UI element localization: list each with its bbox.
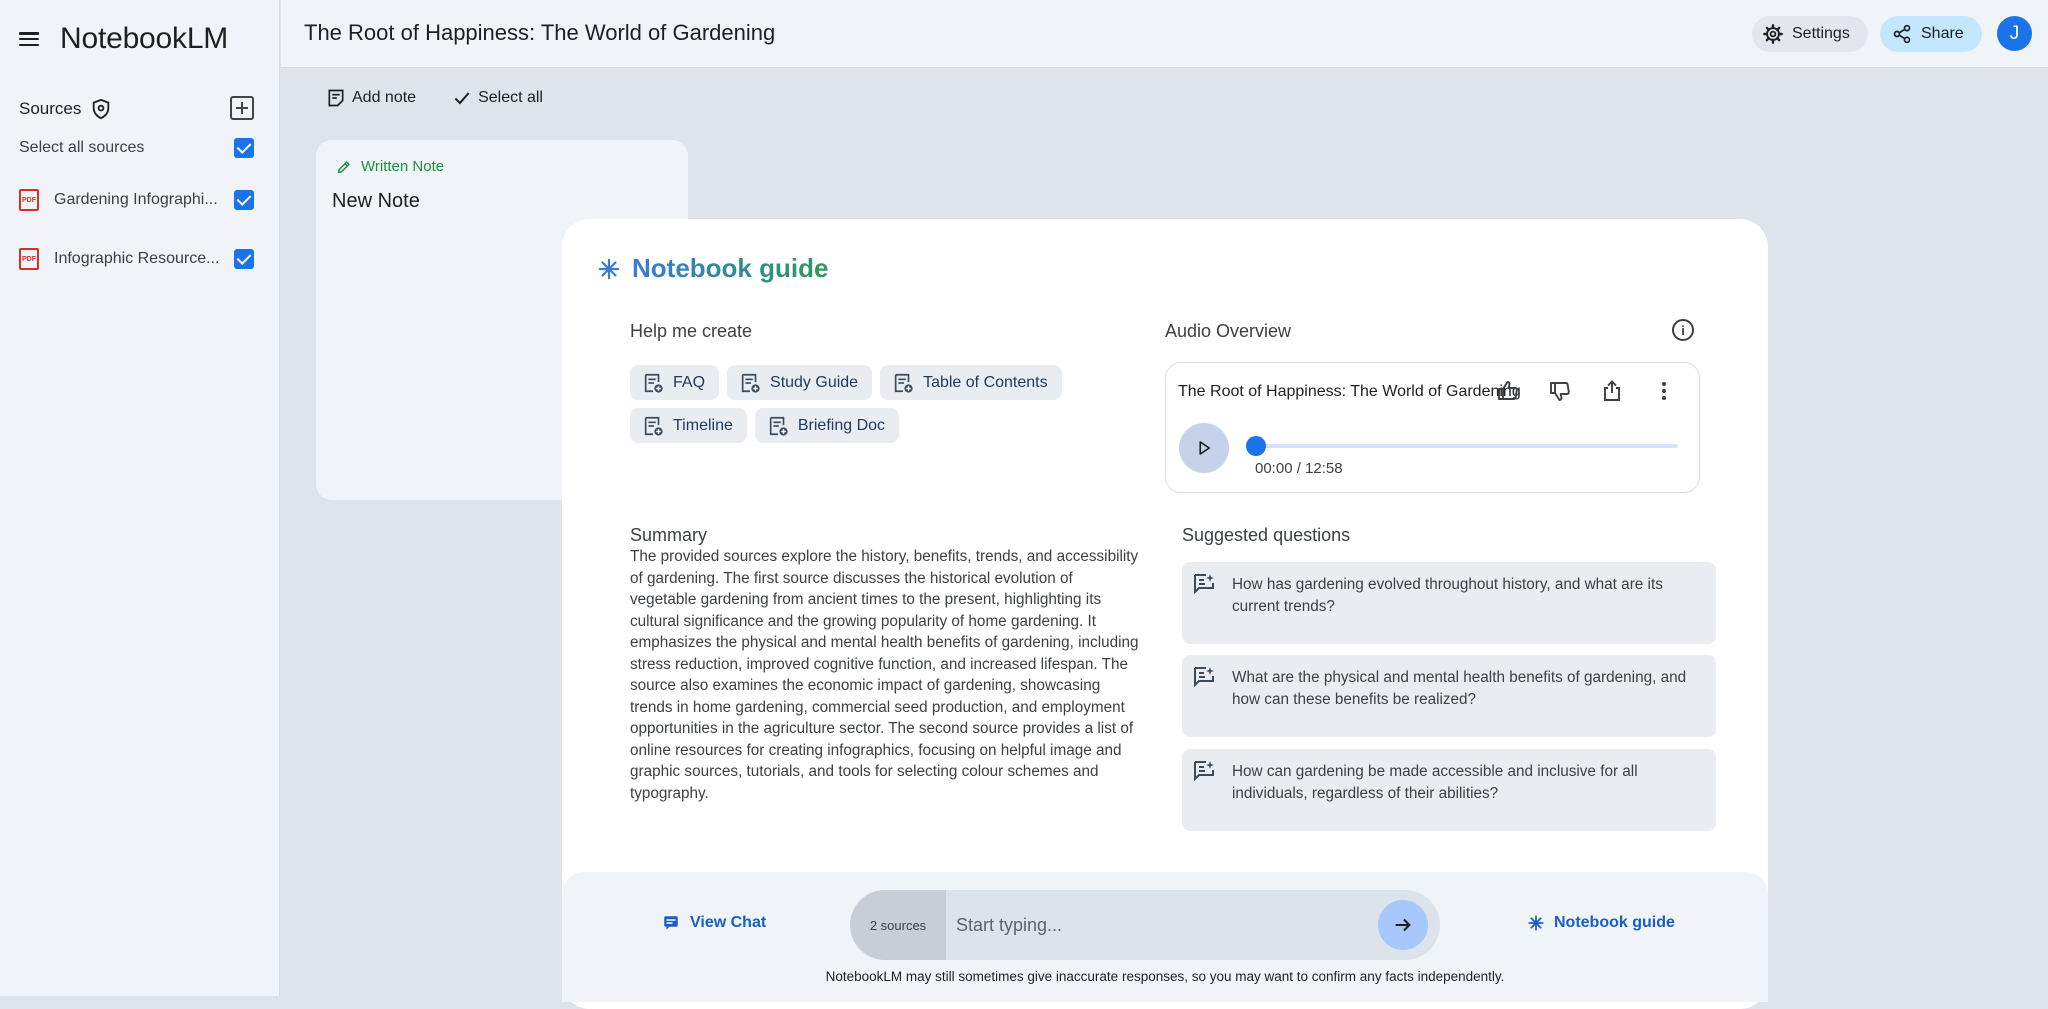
share-icon [1892, 24, 1912, 44]
source-label: Infographic Resource... [54, 250, 220, 267]
question-chat-icon [1192, 665, 1216, 689]
chip-label: FAQ [673, 373, 706, 391]
chip-label: Table of Contents [923, 373, 1048, 391]
view-chat-label: View Chat [690, 914, 767, 931]
share-icon[interactable] [1598, 377, 1626, 405]
audio-actions [1494, 377, 1678, 405]
guide-title: Notebook guide [632, 253, 829, 283]
notebook-guide-label: Notebook guide [1554, 914, 1675, 931]
chip-faq[interactable] [630, 365, 719, 400]
suggested-question-text: What are the physical and mental health benefits of gardening, and how can these benefits be realized? [1232, 669, 1687, 708]
suggested-question-text: How has gardening evolved throughout history, and what are its current trends? [1232, 576, 1663, 615]
chip-label: Study Guide [770, 373, 859, 391]
doc-add-icon [642, 415, 664, 437]
share-label: Share [1921, 25, 1964, 42]
pdf-icon: PDF [19, 248, 39, 270]
chat-input[interactable] [956, 903, 1356, 947]
source-checkbox[interactable] [234, 249, 254, 269]
chat-bar [562, 872, 1768, 1002]
pdf-icon: PDF [19, 189, 39, 211]
audio-progress-track[interactable] [1250, 444, 1678, 448]
chip-label: Briefing Doc [797, 416, 886, 434]
select-all-sources-checkbox[interactable] [234, 138, 254, 158]
sparkle-icon [1528, 915, 1544, 931]
info-icon[interactable]: i [1672, 319, 1694, 341]
select-all-notes-label: Select all [478, 89, 543, 106]
settings-label: Settings [1792, 25, 1850, 42]
chip-briefing-doc[interactable] [755, 408, 899, 443]
chip-label: Timeline [673, 416, 733, 434]
add-note-label: Add note [352, 89, 417, 106]
avatar[interactable]: J [1997, 16, 2032, 51]
doc-add-icon [767, 415, 789, 437]
question-chat-icon [1192, 759, 1216, 783]
sources-header [19, 96, 254, 122]
select-all-sources-label: Select all sources [19, 139, 145, 156]
question-chat-icon [1192, 572, 1216, 596]
source-item[interactable] [19, 187, 254, 213]
chip-study-guide[interactable] [727, 365, 872, 400]
doc-add-icon [892, 372, 914, 394]
suggested-question[interactable] [1182, 749, 1716, 831]
menu-icon[interactable] [18, 28, 40, 50]
audio-time: 00:00 / 12:58 [1255, 460, 1343, 477]
thumbs-down-icon[interactable] [1546, 377, 1574, 405]
add-note-button[interactable] [326, 88, 416, 108]
chip-timeline[interactable] [630, 408, 747, 443]
select-all-notes-button[interactable] [452, 88, 543, 108]
suggested-question[interactable] [1182, 562, 1716, 644]
app-logo-text: NotebookLM [60, 22, 229, 55]
chat-icon [662, 914, 680, 932]
notebook-title[interactable]: The Root of Happiness: The World of Gardening [304, 20, 776, 45]
gear-icon [1762, 23, 1784, 45]
share-button[interactable] [1880, 16, 1982, 52]
brand [18, 22, 228, 56]
note-title: New Note [332, 190, 420, 212]
note-type-text: Written Note [361, 158, 445, 175]
help-me-create-title: Help me create [630, 321, 753, 341]
audio-title: The Root of Happiness: The World of Gardening [1178, 383, 1521, 400]
note-type-label [336, 158, 444, 175]
check-icon [452, 88, 472, 108]
guide-header [598, 253, 828, 284]
topbar [281, 0, 2048, 68]
thumbs-up-icon[interactable] [1494, 377, 1522, 405]
suggested-question-text: How can gardening be made accessible and inclusive for all individuals, regardless of their abilities? [1232, 763, 1638, 802]
view-chat-button[interactable] [662, 914, 766, 932]
doc-add-icon [739, 372, 761, 394]
audio-progress-thumb[interactable] [1246, 436, 1266, 456]
summary-text: The provided sources explore the history, benefits, trends, and accessibility of gardening. The first source discusses the historical evolution of vegetable gardening from ancient times to the present, highlighting its cultural significance and the growing popularity of home gardening. It emphasizes the physical and mental health benefits of gardening, including stress reduction, improved cognitive function, and increased lifespan. The source also examines the economic impact of gardening, showcasing trends in home gardening, commercial seed production, and employment opportunities in the agriculture sector. The second source provides a list of online resources for creating infographics, focusing on helpful image and graphic sources, tutorials, and tools for selecting colour schemes and typography. [630, 548, 1139, 802]
shield-icon[interactable] [90, 98, 112, 120]
source-label: Gardening Infographi... [54, 191, 218, 208]
source-item[interactable] [19, 246, 254, 272]
play-icon [1195, 439, 1213, 457]
settings-button[interactable] [1752, 16, 1868, 52]
pencil-icon [336, 159, 352, 175]
summary-title: Summary [630, 525, 708, 545]
disclaimer: NotebookLM may still sometimes give inaccurate responses, so you may want to confirm any facts independently. [825, 969, 1505, 984]
play-button[interactable] [1179, 423, 1229, 473]
notebook-guide-button[interactable] [1528, 914, 1675, 932]
sparkle-icon [598, 258, 620, 280]
create-chips [630, 365, 1110, 443]
send-button[interactable] [1378, 900, 1428, 950]
select-all-sources-row[interactable] [19, 135, 254, 161]
sources-title: Sources [19, 99, 82, 118]
audio-player [1165, 362, 1700, 493]
more-vert-icon[interactable] [1650, 377, 1678, 405]
suggested-questions-title: Suggested questions [1182, 525, 1351, 545]
suggested-question[interactable] [1182, 655, 1716, 737]
notes-toolbar [326, 88, 543, 108]
audio-overview-title: Audio Overview [1165, 321, 1292, 341]
sources-count-badge[interactable]: 2 sources [850, 890, 946, 960]
add-source-button[interactable] [230, 96, 254, 120]
doc-add-icon [642, 372, 664, 394]
note-add-icon [326, 88, 346, 108]
arrow-right-icon [1392, 914, 1414, 936]
chat-input-container [850, 890, 1440, 960]
source-checkbox[interactable] [234, 190, 254, 210]
chip-table-of-contents[interactable] [880, 365, 1062, 400]
sidebar [0, 0, 280, 996]
